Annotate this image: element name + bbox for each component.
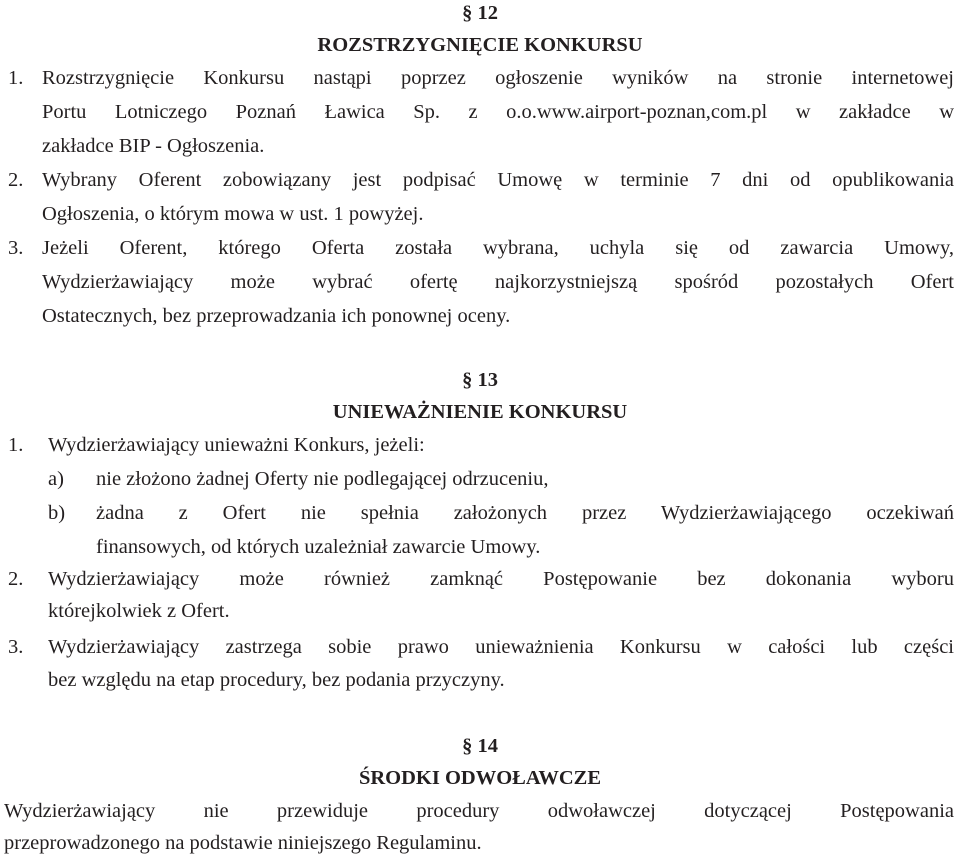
paragraph-line: przeprowadzonego na podstawie niniejszego Regulaminu.	[4, 832, 482, 854]
paragraph-line: zakładce BIP - Ogłoszenia.	[42, 135, 265, 157]
section-12-title: ROZSTRZYGNIĘCIE KONKURSU	[317, 34, 643, 56]
item-number: 1.	[8, 67, 24, 89]
section-14-heading: § 14	[462, 735, 498, 757]
paragraph-line: Ogłoszenia, o którym mowa w ust. 1 powyżej.	[42, 203, 424, 225]
section-14-title: ŚRODKI ODWOŁAWCZE	[358, 767, 602, 789]
paragraph-line: Wydzierżawiający może również zamknąć Postępowanie bez dokonania wyboru	[48, 568, 954, 590]
paragraph-line: którejkolwiek z Ofert.	[48, 600, 230, 622]
paragraph-line: bez względu na etap procedury, bez podania przyczyny.	[48, 669, 505, 691]
subitem-letter: b)	[48, 502, 66, 524]
paragraph-line: Wybrany Oferent zobowiązany jest podpisać Umowę w terminie 7 dni od opublikowania	[42, 169, 954, 191]
subitem-letter: a)	[48, 468, 64, 490]
paragraph-line: Portu Lotniczego Poznań Ławica Sp. z o.o.www.airport-poznan,com.pl w zakładce w	[42, 101, 954, 123]
paragraph-line: Wydzierżawiający może wybrać ofertę najkorzystniejszą spośród pozostałych Ofert	[42, 271, 954, 293]
paragraph-line: Wydzierżawiający nie przewiduje procedury odwoławczej dotyczącej Postępowania	[4, 800, 954, 822]
item-number: 2.	[8, 568, 24, 590]
paragraph-line: Ostatecznych, bez przeprowadzania ich ponownej oceny.	[42, 305, 511, 327]
section-13-heading: § 13	[462, 369, 498, 391]
paragraph-line: Rozstrzygnięcie Konkursu nastąpi poprzez ogłoszenie wyników na stronie internetowej	[42, 67, 954, 89]
paragraph-line: Wydzierżawiający zastrzega sobie prawo unieważnienia Konkursu w całości lub części	[48, 636, 954, 658]
section-13-title: UNIEWAŻNIENIE KONKURSU	[332, 401, 628, 423]
item-number: 3.	[8, 237, 24, 259]
paragraph-line: Jeżeli Oferent, którego Oferta została wybrana, uchyla się od zawarcia Umowy,	[42, 237, 954, 259]
section-12-heading: § 12	[462, 2, 498, 24]
paragraph-line: finansowych, od których uzależniał zawarcie Umowy.	[96, 536, 541, 558]
paragraph-line: żadna z Ofert nie spełnia założonych przez Wydzierżawiającego oczekiwań	[96, 502, 954, 524]
item-number: 3.	[8, 636, 24, 658]
paragraph-line: nie złożono żadnej Oferty nie podlegającej odrzuceniu,	[96, 468, 549, 490]
item-number: 2.	[8, 169, 24, 191]
item-number: 1.	[8, 434, 24, 456]
paragraph-line: Wydzierżawiający unieważni Konkurs, jeżeli:	[48, 434, 425, 456]
